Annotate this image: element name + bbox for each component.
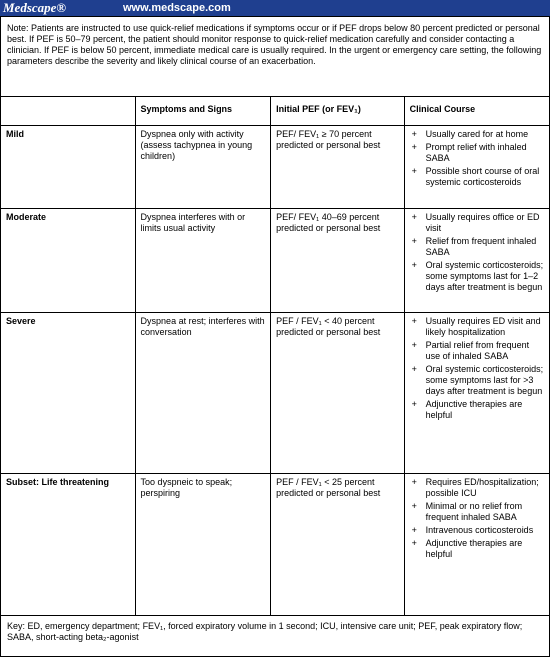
table-row-moderate bbox=[1, 209, 550, 313]
list-item: + Usually requires office or ED visit bbox=[411, 212, 540, 233]
list-item: + Relief from frequent inhaled SABA bbox=[411, 236, 537, 257]
list-item: + Partial relief from frequent use of inhaled SABA bbox=[411, 340, 530, 361]
plus-bullet-icon: + bbox=[411, 501, 417, 511]
plus-bullet-icon: + bbox=[411, 364, 417, 374]
list-item: + Prompt relief with inhaled SABA bbox=[411, 142, 527, 163]
course-cell bbox=[404, 126, 549, 209]
list-item: + Oral systemic corticosteroids; some symptoms last for >3 days after treatment is begun bbox=[411, 364, 544, 396]
list-item: + Requires ED/hospitalization; possible ICU bbox=[411, 477, 539, 498]
symptoms-cell: Too dyspneic to speak; perspiring bbox=[135, 474, 271, 616]
pef-cell: PEF/ FEV₁ ≥ 70 percent predicted or personal best bbox=[271, 126, 404, 209]
list-item: + Possible short course of oral systemic corticosteroids bbox=[411, 166, 540, 187]
list-item: + Usually requires ED visit and likely hospitalization bbox=[411, 316, 541, 337]
symptoms-cell: Dyspnea at rest; interferes with conversation bbox=[135, 313, 271, 474]
course-cell bbox=[404, 313, 549, 474]
list-item: + Intravenous corticosteroids bbox=[411, 525, 534, 535]
header-pef: Initial PEF (or FEV₁) bbox=[271, 97, 404, 126]
course-cell bbox=[404, 474, 549, 616]
medscape-banner bbox=[0, 0, 550, 16]
table-row-mild bbox=[1, 126, 550, 209]
asthma-exacerbation-severity-table bbox=[0, 16, 550, 657]
plus-bullet-icon: + bbox=[411, 142, 417, 152]
severity-table-document bbox=[0, 16, 550, 657]
symptoms-cell: Dyspnea interferes with or limits usual activity bbox=[135, 209, 271, 313]
list-item: + Usually cared for at home bbox=[411, 129, 529, 139]
plus-bullet-icon: + bbox=[411, 316, 417, 326]
pef-cell: PEF / FEV₁ < 25 percent predicted or personal best bbox=[271, 474, 404, 616]
severity-level: Moderate bbox=[1, 209, 136, 313]
list-item: + Adjunctive therapies are helpful bbox=[411, 538, 523, 559]
header-symptoms: Symptoms and Signs bbox=[135, 97, 271, 126]
plus-bullet-icon: + bbox=[411, 166, 417, 176]
plus-bullet-icon: + bbox=[411, 340, 417, 350]
note-text: Note: Patients are instructed to use quick-relief medications if symptoms occur or if PEF drops below 80 percent predicted or personal best. If PEF is 50–79 percent, the patient should monitor response to quick-relief medication carefully and consider contacting a clinician. If PEF is below 50 percent, immediate medical care is usually required. In the urgent or emergency care setting, the following parameters describe the severity and likely clinical course of an exacerbation. bbox=[1, 17, 550, 97]
plus-bullet-icon: + bbox=[411, 236, 417, 246]
plus-bullet-icon: + bbox=[411, 260, 417, 270]
key-row bbox=[1, 616, 550, 657]
key-text: Key: ED, emergency department; FEV₁, forced expiratory volume in 1 second; ICU, intensive care unit; PEF, peak expiratory flow; SABA, short-acting beta₂-agonist bbox=[1, 616, 550, 657]
plus-bullet-icon: + bbox=[411, 212, 417, 222]
severity-level: Severe bbox=[1, 313, 136, 474]
plus-bullet-icon: + bbox=[411, 477, 417, 487]
table-row-severe bbox=[1, 313, 550, 474]
site-url-link[interactable]: www.medscape.com bbox=[123, 2, 231, 14]
plus-bullet-icon: + bbox=[411, 525, 417, 535]
header-course: Clinical Course bbox=[404, 97, 549, 126]
list-item: + Minimal or no relief from frequent inhaled SABA bbox=[411, 501, 523, 522]
header-row bbox=[1, 97, 550, 126]
header-empty-cell bbox=[1, 97, 136, 126]
plus-bullet-icon: + bbox=[411, 129, 417, 139]
list-item: + Adjunctive therapies are helpful bbox=[411, 399, 523, 420]
severity-level: Mild bbox=[1, 126, 136, 209]
medscape-logo[interactable]: Medscape® bbox=[3, 0, 67, 15]
severity-level: Subset: Life threatening bbox=[1, 474, 136, 616]
pef-cell: PEF / FEV₁ < 40 percent predicted or personal best bbox=[271, 313, 404, 474]
plus-bullet-icon: + bbox=[411, 399, 417, 409]
table-row-life-threatening bbox=[1, 474, 550, 616]
list-item: + Oral systemic corticosteroids; some symptoms last for 1–2 days after treatment is begun bbox=[411, 260, 544, 292]
plus-bullet-icon: + bbox=[411, 538, 417, 548]
pef-cell: PEF/ FEV₁ 40–69 percent predicted or personal best bbox=[271, 209, 404, 313]
course-cell bbox=[404, 209, 549, 313]
note-row bbox=[1, 17, 550, 97]
symptoms-cell: Dyspnea only with activity (assess tachypnea in young children) bbox=[135, 126, 271, 209]
